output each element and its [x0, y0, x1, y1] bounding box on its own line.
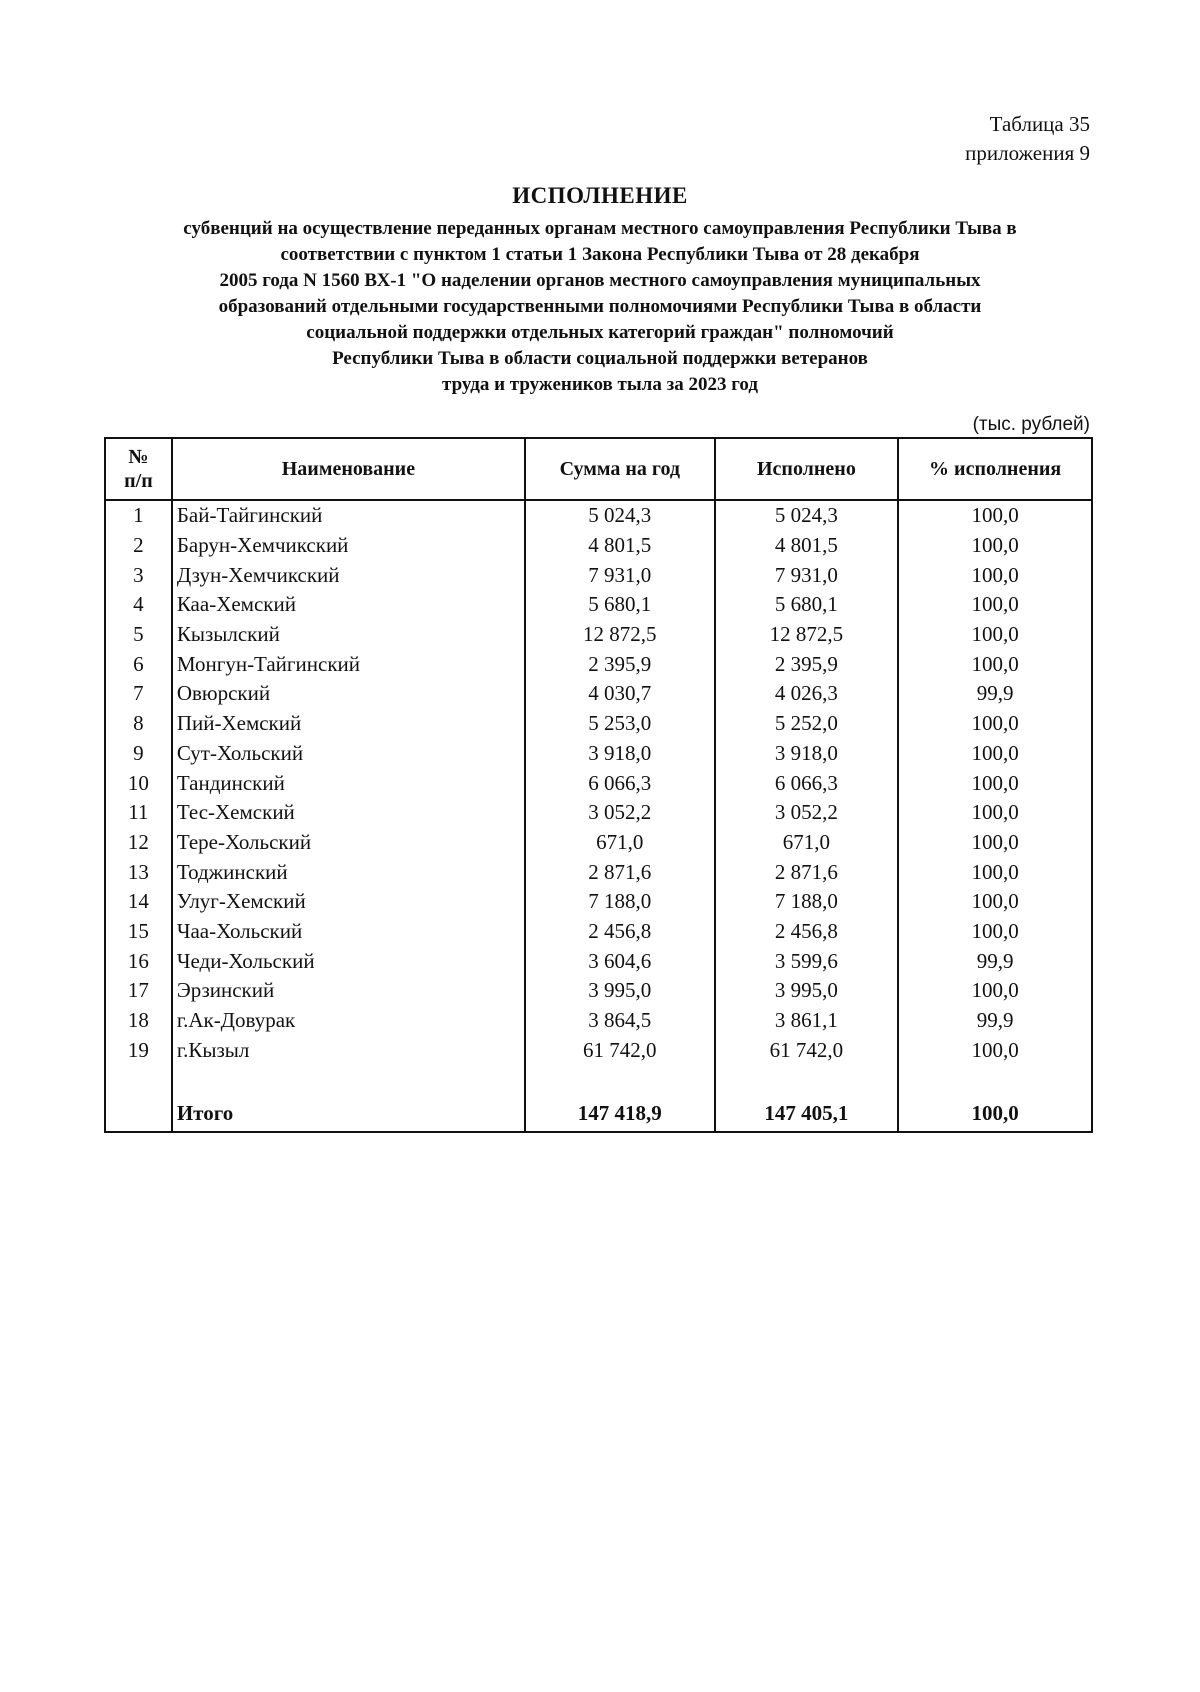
- table-row: [105, 946, 1092, 976]
- row-done: 2 456,8: [715, 917, 899, 947]
- row-name: Чаа-Хольский: [172, 917, 525, 947]
- row-done: 3 861,1: [715, 1006, 899, 1036]
- units-label: (тыс. рублей): [972, 414, 1090, 435]
- table-row: [105, 531, 1092, 561]
- table-row: [105, 857, 1092, 887]
- row-number: 13: [105, 857, 172, 887]
- subtitle-line: 2005 года N 1560 ВХ-1 "О наделении органов местного самоуправления муниципальных: [219, 270, 981, 291]
- table-row: [105, 768, 1092, 798]
- row-percent: 100,0: [898, 1035, 1092, 1065]
- row-plan: 2 871,6: [525, 857, 715, 887]
- row-plan: 5 024,3: [525, 500, 715, 531]
- row-plan: 12 872,5: [525, 620, 715, 650]
- table-row: [105, 828, 1092, 858]
- table-row: [105, 620, 1092, 650]
- row-percent: 99,9: [898, 1006, 1092, 1036]
- row-plan: 4 030,7: [525, 679, 715, 709]
- table-body: [105, 500, 1092, 1132]
- row-plan: 3 052,2: [525, 798, 715, 828]
- row-number: 10: [105, 768, 172, 798]
- total-label: Итого: [172, 1095, 525, 1132]
- execution-table: [104, 437, 1093, 1133]
- table-row: [105, 917, 1092, 947]
- row-plan: 2 456,8: [525, 917, 715, 947]
- row-plan: 3 604,6: [525, 946, 715, 976]
- table-row: [105, 649, 1092, 679]
- row-done: 5 252,0: [715, 709, 899, 739]
- row-percent: 100,0: [898, 620, 1092, 650]
- column-header-name: Наименование: [172, 438, 525, 500]
- row-plan: 5 253,0: [525, 709, 715, 739]
- row-number: 5: [105, 620, 172, 650]
- row-number: 1: [105, 500, 172, 531]
- total-percent: 100,0: [898, 1095, 1092, 1132]
- row-done: 12 872,5: [715, 620, 899, 650]
- row-done: 2 871,6: [715, 857, 899, 887]
- row-percent: 100,0: [898, 500, 1092, 531]
- row-done: 2 395,9: [715, 649, 899, 679]
- row-percent: 100,0: [898, 917, 1092, 947]
- row-plan: 4 801,5: [525, 531, 715, 561]
- table-number-label: Таблица 35: [989, 112, 1090, 136]
- document-subtitle: [100, 216, 1100, 398]
- total-done: 147 405,1: [715, 1095, 899, 1132]
- row-number: 8: [105, 709, 172, 739]
- row-done: 3 052,2: [715, 798, 899, 828]
- row-name: Монгун-Тайгинский: [172, 649, 525, 679]
- row-percent: 100,0: [898, 709, 1092, 739]
- row-plan: 7 188,0: [525, 887, 715, 917]
- row-percent: 100,0: [898, 531, 1092, 561]
- row-percent: 99,9: [898, 679, 1092, 709]
- row-done: 3 599,6: [715, 946, 899, 976]
- row-name: Тандинский: [172, 768, 525, 798]
- total-plan: 147 418,9: [525, 1095, 715, 1132]
- row-number: 16: [105, 946, 172, 976]
- table-row: [105, 709, 1092, 739]
- row-done: 3 918,0: [715, 739, 899, 769]
- row-percent: 100,0: [898, 590, 1092, 620]
- row-name: Тоджинский: [172, 857, 525, 887]
- row-percent: 99,9: [898, 946, 1092, 976]
- row-number: 7: [105, 679, 172, 709]
- row-done: 671,0: [715, 828, 899, 858]
- table-row: [105, 976, 1092, 1006]
- total-number: [105, 1095, 172, 1132]
- column-header-number-line2: п/п: [124, 470, 153, 492]
- row-plan: 6 066,3: [525, 768, 715, 798]
- row-done: 7 931,0: [715, 560, 899, 590]
- table-row: [105, 679, 1092, 709]
- row-number: 9: [105, 739, 172, 769]
- subtitle-line: Республики Тыва в области социальной поддержки ветеранов: [332, 348, 868, 369]
- row-percent: 100,0: [898, 887, 1092, 917]
- spacer-cell: [172, 1065, 525, 1095]
- row-plan: 3 864,5: [525, 1006, 715, 1036]
- row-done: 5 680,1: [715, 590, 899, 620]
- row-number: 14: [105, 887, 172, 917]
- row-done: 4 026,3: [715, 679, 899, 709]
- spacer-cell: [105, 1065, 172, 1095]
- spacer-cell: [715, 1065, 899, 1095]
- row-plan: 7 931,0: [525, 560, 715, 590]
- spacer-cell: [898, 1065, 1092, 1095]
- column-header-done: Исполнено: [715, 438, 899, 500]
- table-row: [105, 590, 1092, 620]
- table-row: [105, 500, 1092, 531]
- row-done: 61 742,0: [715, 1035, 899, 1065]
- row-plan: 3 995,0: [525, 976, 715, 1006]
- row-number: 6: [105, 649, 172, 679]
- row-percent: 100,0: [898, 649, 1092, 679]
- row-name: Чеди-Хольский: [172, 946, 525, 976]
- row-name: Пий-Хемский: [172, 709, 525, 739]
- row-number: 11: [105, 798, 172, 828]
- row-name: г.Ак-Довурак: [172, 1006, 525, 1036]
- subtitle-line: социальной поддержки отдельных категорий граждан" полномочий: [306, 322, 894, 343]
- column-header-number: [105, 438, 172, 500]
- row-name: Дзун-Хемчикский: [172, 560, 525, 590]
- row-number: 4: [105, 590, 172, 620]
- table-row: [105, 798, 1092, 828]
- subtitle-line: образований отдельными государственными полномочиями Республики Тыва в области: [218, 296, 982, 317]
- spacer-cell: [525, 1065, 715, 1095]
- total-row: [105, 1095, 1092, 1132]
- row-number: 15: [105, 917, 172, 947]
- subtitle-line: субвенций на осуществление переданных органам местного самоуправления Республики Тыва в: [183, 218, 1017, 239]
- row-percent: 100,0: [898, 857, 1092, 887]
- row-plan: 5 680,1: [525, 590, 715, 620]
- row-percent: 100,0: [898, 798, 1092, 828]
- row-name: Барун-Хемчикский: [172, 531, 525, 561]
- column-header-plan: Сумма на год: [525, 438, 715, 500]
- table-row: [105, 1035, 1092, 1065]
- table-row: [105, 739, 1092, 769]
- appendix-label: приложения 9: [965, 141, 1090, 165]
- row-done: 3 995,0: [715, 976, 899, 1006]
- row-number: 3: [105, 560, 172, 590]
- row-name: г.Кызыл: [172, 1035, 525, 1065]
- row-number: 19: [105, 1035, 172, 1065]
- row-number: 12: [105, 828, 172, 858]
- row-plan: 671,0: [525, 828, 715, 858]
- row-name: Овюрский: [172, 679, 525, 709]
- column-header-percent: % исполнения: [898, 438, 1092, 500]
- row-plan: 61 742,0: [525, 1035, 715, 1065]
- table-row: [105, 1006, 1092, 1036]
- subtitle-line: соответствии с пунктом 1 статьи 1 Закона Республики Тыва от 28 декабря: [280, 244, 920, 265]
- row-done: 6 066,3: [715, 768, 899, 798]
- row-percent: 100,0: [898, 828, 1092, 858]
- row-percent: 100,0: [898, 739, 1092, 769]
- row-percent: 100,0: [898, 560, 1092, 590]
- table-row: [105, 887, 1092, 917]
- row-name: Тес-Хемский: [172, 798, 525, 828]
- row-name: Эрзинский: [172, 976, 525, 1006]
- row-plan: 3 918,0: [525, 739, 715, 769]
- row-name: Сут-Хольский: [172, 739, 525, 769]
- row-number: 17: [105, 976, 172, 1006]
- row-percent: 100,0: [898, 768, 1092, 798]
- row-number: 18: [105, 1006, 172, 1036]
- table-header-row: [105, 438, 1092, 500]
- row-number: 2: [105, 531, 172, 561]
- row-name: Улуг-Хемский: [172, 887, 525, 917]
- spacer-row: [105, 1065, 1092, 1095]
- subtitle-line: труда и тружеников тыла за 2023 год: [442, 374, 758, 395]
- column-header-number-line1: №: [128, 446, 149, 468]
- row-percent: 100,0: [898, 976, 1092, 1006]
- row-done: 4 801,5: [715, 531, 899, 561]
- row-name: Кызылский: [172, 620, 525, 650]
- row-done: 5 024,3: [715, 500, 899, 531]
- row-name: Каа-Хемский: [172, 590, 525, 620]
- row-done: 7 188,0: [715, 887, 899, 917]
- row-name: Бай-Тайгинский: [172, 500, 525, 531]
- table-row: [105, 560, 1092, 590]
- row-name: Тере-Хольский: [172, 828, 525, 858]
- document-title: ИСПОЛНЕНИЕ: [512, 183, 688, 208]
- row-plan: 2 395,9: [525, 649, 715, 679]
